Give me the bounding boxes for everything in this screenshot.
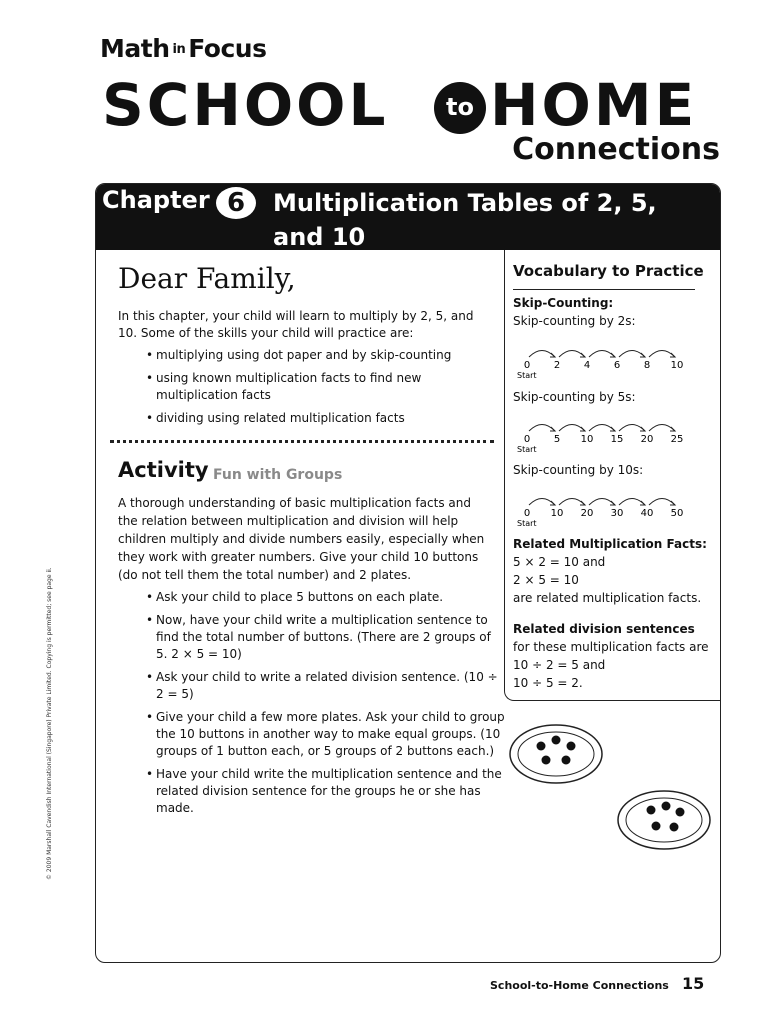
- button-icon: [670, 823, 679, 832]
- chapter-title: Multiplication Tables of 2, 5, and 10: [273, 189, 657, 251]
- start-label: Start: [517, 519, 537, 528]
- button-icon: [552, 736, 561, 745]
- division-line: for these multiplication facts are: [513, 640, 709, 654]
- fact-line: 5 × 2 = 10 and: [513, 555, 606, 569]
- tick-label: 25: [670, 434, 684, 445]
- plate-2: [618, 791, 710, 849]
- skill-item: • dividing using related multiplication facts: [146, 410, 486, 427]
- activity-heading: Activity: [118, 458, 209, 482]
- hops-2s: [529, 351, 675, 358]
- content-frame: [95, 183, 721, 963]
- hops-10s: [529, 499, 675, 506]
- tick-label: 0: [523, 360, 531, 371]
- button-icon: [562, 756, 571, 765]
- brand-logo: [100, 34, 266, 63]
- activity-step: • Ask your child to write a related division sentence. (10 ÷ 2 = 5): [146, 669, 506, 703]
- activity-step: • Now, have your child write a multiplication sentence to find the total number of buttons. (There are 2 groups of 5. 2 × 5 = 10): [146, 612, 506, 663]
- tick-label: 10: [670, 360, 684, 371]
- page-number: 15: [682, 974, 705, 993]
- letter-greeting: Dear Family,: [118, 262, 296, 295]
- plate-1: [510, 725, 602, 783]
- skip2-label: Skip-counting by 2s:: [513, 314, 636, 328]
- hero-to-badge: to: [434, 82, 486, 134]
- fact-line: are related multiplication facts.: [513, 591, 702, 605]
- number-line-5s: [515, 416, 705, 458]
- vocabulary-rule: [513, 289, 695, 290]
- labels-5s: [524, 434, 684, 445]
- button-icon: [676, 808, 685, 817]
- button-icon: [567, 742, 576, 751]
- letter-intro: In this chapter, your child will learn to multiply by 2, 5, and 10. Some of the skills your child will practice are:: [118, 309, 474, 340]
- division-line: 10 ÷ 2 = 5 and: [513, 658, 606, 672]
- chapter-banner: [96, 184, 720, 250]
- tick-label: 50: [670, 508, 684, 519]
- dotted-divider: [110, 440, 494, 443]
- labels-10s: [524, 508, 684, 519]
- labels-2s: [524, 360, 684, 371]
- skill-item: • multiplying using dot paper and by skip-counting: [146, 347, 486, 364]
- tick-label: 8: [643, 360, 651, 371]
- tick-label: 20: [640, 434, 654, 445]
- brand-math: Math: [100, 34, 170, 63]
- plates-illustration: [506, 714, 716, 864]
- vocabulary-title: Vocabulary to Practice: [513, 262, 704, 280]
- fact-line: 2 × 5 = 10: [513, 573, 579, 587]
- number-line-10s: [515, 490, 705, 532]
- skip-counting-label: Skip-Counting:: [513, 296, 614, 310]
- tick-label: 20: [580, 508, 594, 519]
- copyright-sidebar: © 2009 Marshall Cavendish International (Singapore) Private Limited. Copying is permitted; see page ii.: [46, 567, 53, 880]
- facts-label: Related Multiplication Facts:: [513, 537, 707, 551]
- hero-title: [102, 70, 722, 140]
- skill-item: • using known multiplication facts to find new multiplication facts: [146, 370, 486, 404]
- division-line: 10 ÷ 5 = 2.: [513, 676, 583, 690]
- chapter-word: Chapter: [102, 186, 210, 214]
- tick-label: 2: [553, 360, 561, 371]
- button-icon: [537, 742, 546, 751]
- hero-connections: Connections: [512, 132, 720, 167]
- skip5-label: Skip-counting by 5s:: [513, 390, 636, 404]
- button-icon: [652, 822, 661, 831]
- activity-steps: [146, 589, 506, 823]
- chapter-number-badge: 6: [216, 187, 256, 219]
- hero-school: SCHOOL: [102, 71, 389, 139]
- hops-5s: [529, 425, 675, 432]
- tick-label: 0: [523, 508, 531, 519]
- tick-label: 0: [523, 434, 531, 445]
- tick-label: 40: [640, 508, 654, 519]
- footer-label: School-to-Home Connections: [490, 979, 669, 992]
- start-label: Start: [517, 371, 537, 380]
- activity-step: • Give your child a few more plates. Ask your child to group the 10 buttons in another way to make equal groups. (10 groups of 1 button each, or 5 groups of 2 buttons each.): [146, 709, 506, 760]
- tick-label: 6: [613, 360, 621, 371]
- tick-label: 4: [583, 360, 591, 371]
- hero-home: HOME: [490, 71, 698, 139]
- activity-text: A thorough understanding of basic multiplication facts and the relation between multiplication and division will help children multiply and divide numbers easily, especially when they work with greater numbers. Give your child 10 buttons (do not tell them the total number) and 2 plates.: [118, 496, 485, 582]
- skip10-label: Skip-counting by 10s:: [513, 463, 644, 477]
- start-label: Start: [517, 445, 537, 454]
- activity-subtitle: Fun with Groups: [213, 467, 343, 483]
- tick-label: 30: [610, 508, 624, 519]
- brand-in: in: [172, 42, 186, 57]
- tick-label: 5: [553, 434, 561, 445]
- button-icon: [542, 756, 551, 765]
- vocabulary-box: [504, 250, 721, 701]
- button-icon: [662, 802, 671, 811]
- activity-step: • Ask your child to place 5 buttons on each plate.: [146, 589, 506, 606]
- number-line-2s: [515, 342, 705, 384]
- activity-step: • Have your child write the multiplication sentence and the related division sentence for the groups he or she has made.: [146, 766, 506, 817]
- division-label: Related division sentences: [513, 622, 695, 636]
- tick-label: 10: [580, 434, 594, 445]
- brand-focus: Focus: [188, 34, 267, 63]
- tick-label: 15: [610, 434, 624, 445]
- tick-label: 10: [550, 508, 564, 519]
- skills-list: [146, 347, 486, 433]
- button-icon: [647, 806, 656, 815]
